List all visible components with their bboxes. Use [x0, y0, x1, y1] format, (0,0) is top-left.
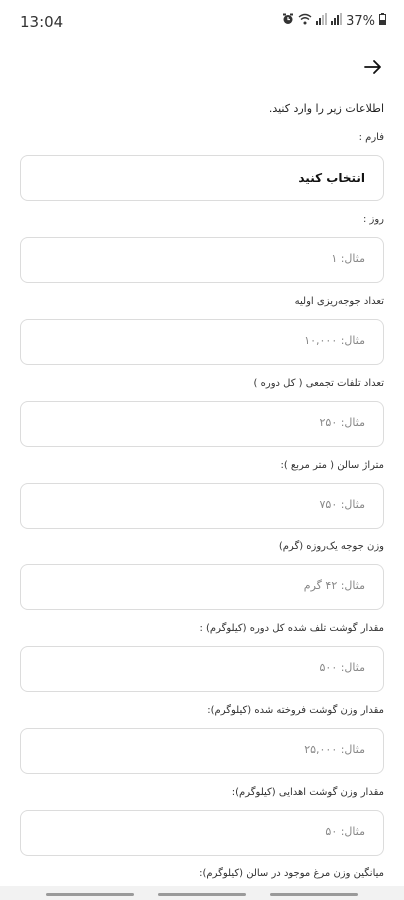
- status-bar: [0, 0, 404, 44]
- lost-meat-placeholder: مثال: ۵۰۰: [319, 661, 365, 674]
- form-instructions: اطلاعات زیر را وارد کنید.: [268, 102, 384, 115]
- farm-select[interactable]: [20, 155, 384, 201]
- sold-meat-placeholder: مثال: ۲۵,۰۰۰: [304, 743, 365, 756]
- donated-meat-label: مقدار وزن گوشت اهدایی (کیلوگرم):: [231, 787, 384, 798]
- lost-meat-input[interactable]: [20, 646, 384, 692]
- signal-icon: [331, 13, 342, 31]
- alarm-icon: [282, 13, 294, 31]
- donated-meat-placeholder: مثال: ۵۰: [325, 825, 365, 838]
- avg-weight-label: میانگین وزن مرغ موجود در سالن (کیلوگرم):: [199, 868, 384, 879]
- chick-weight-placeholder: مثال: ۴۲ گرم: [303, 579, 365, 592]
- status-time: 13:04: [20, 13, 64, 31]
- nav-handle[interactable]: [46, 893, 134, 896]
- wifi-icon: [298, 13, 312, 31]
- initial-chicks-input[interactable]: [20, 319, 384, 365]
- nav-handle[interactable]: [270, 893, 358, 896]
- hall-area-placeholder: مثال: ۷۵۰: [319, 498, 365, 511]
- donated-meat-input[interactable]: [20, 810, 384, 856]
- day-input[interactable]: [20, 237, 384, 283]
- battery-icon: [379, 13, 386, 31]
- back-button[interactable]: [360, 56, 386, 82]
- initial-chicks-label: تعداد جوجه‌ریزی اولیه: [294, 296, 384, 307]
- farm-label: فارم :: [358, 132, 384, 143]
- cumulative-losses-input[interactable]: [20, 401, 384, 447]
- cumulative-losses-label: تعداد تلفات تجمعی ( کل دوره ): [253, 378, 384, 389]
- farm-select-value: انتخاب کنید: [298, 171, 365, 185]
- initial-chicks-placeholder: مثال: ۱۰,۰۰۰: [304, 334, 365, 347]
- hall-area-label: متراژ سالن ( متر مربع ):: [280, 460, 384, 471]
- chick-weight-label: وزن جوجه یک‌روزه (گرم): [278, 541, 384, 552]
- sold-meat-input[interactable]: [20, 728, 384, 774]
- battery-percent: 37%: [346, 14, 375, 29]
- nav-handle[interactable]: [158, 893, 246, 896]
- sold-meat-label: مقدار وزن گوشت فروخته شده (کیلوگرم):: [207, 705, 384, 716]
- lost-meat-label: مقدار گوشت تلف شده کل دوره (کیلوگرم) :: [199, 623, 384, 634]
- hall-area-input[interactable]: [20, 483, 384, 529]
- day-placeholder: مثال: ۱: [331, 252, 365, 265]
- signal-icon: [316, 13, 327, 31]
- system-nav-bar: [0, 886, 404, 900]
- day-label: روز :: [362, 214, 384, 225]
- cumulative-losses-placeholder: مثال: ۲۵۰: [319, 416, 365, 429]
- chick-weight-input[interactable]: [20, 564, 384, 610]
- status-icons: [282, 13, 386, 31]
- arrow-right-icon: [363, 57, 383, 81]
